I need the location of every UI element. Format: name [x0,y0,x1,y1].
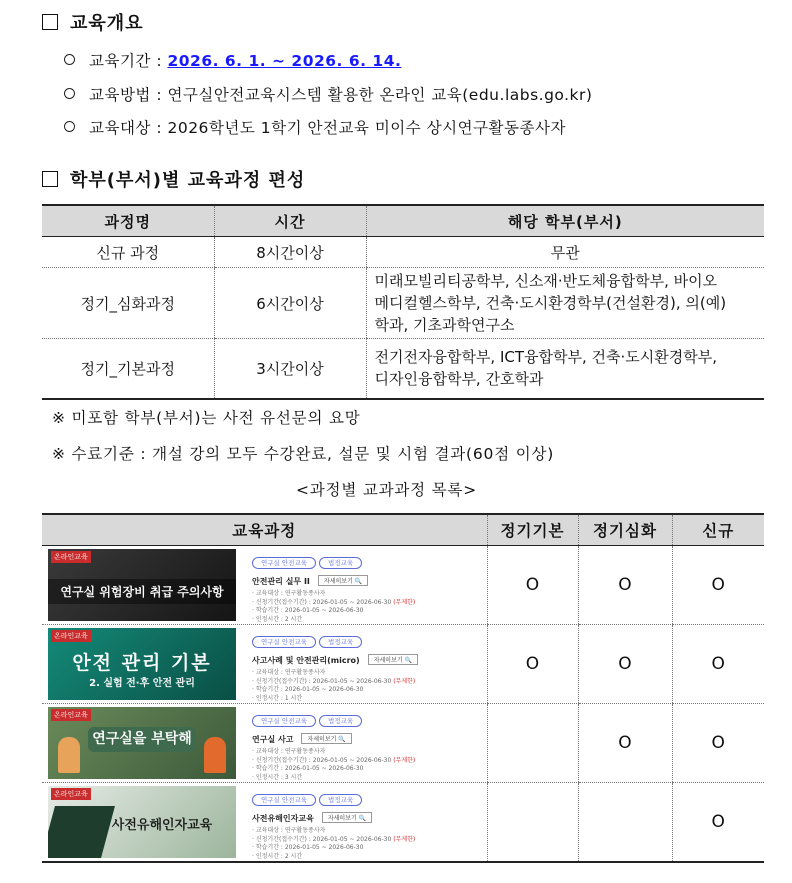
course-list-caption: <과정별 교과과정 목록> [296,481,477,499]
course-thumbnail[interactable]: 온라인교육 안전 관리 기본 2. 실험 전·후 안전 관리 [48,628,236,700]
header-department: 해당 학부(부서) [366,205,764,237]
course-title: 사고사례 및 안전관리(micro) [252,656,360,665]
detail-button[interactable]: 자세히보기 🔍 [318,575,368,586]
mark-basic: O [487,625,578,704]
period-link[interactable]: 2026. 6. 1. ~ 2026. 6. 14. [167,52,402,70]
course-time: 3시간이상 [214,339,366,399]
course-title: 연구실 사고 [252,735,294,744]
target-line: 교육대상 : 2026학년도 1학기 안전교육 미이수 상시연구활동종사자 [64,116,566,138]
mark-advanced [578,783,672,863]
curriculum-header-row [42,205,764,237]
course-list-header-row [42,514,764,546]
curriculum-heading: 학부(부서)별 교육과정 편성 [42,166,305,192]
course-name: 신규 과정 [42,237,214,268]
table-row [42,704,764,783]
course-card: 온라인교육 안전 관리 기본 2. 실험 전·후 안전 관리 연구실 안전교육 법정교육 사고사례 및 안전관리(micro) 자세히보기 🔍 · 교육대상 : 연구활동종사자 · 신청기간(접수기간) : 2026-01-05 ~ 2026-06-30 (무제한) · 학습기간 : 2026-01-05 ~ 2026-06-30 · 인정시간 : 1 시간 [42,625,487,704]
course-department: 무관 [366,237,764,268]
mark-new: O [672,625,764,704]
course-title: 사전유해인자교육 [252,814,314,823]
course-department: 전기전자융합학부, ICT융합학부, 건축·도시환경학부, 디자인융합학부, 간호학과 [366,339,764,399]
course-name: 정기_심화과정 [42,268,214,339]
pill-lab-safety: 연구실 안전교육 [252,557,316,569]
curriculum-table [42,204,764,400]
checkbox-square-icon [42,14,58,30]
mark-new: O [672,783,764,863]
character-figure-icon [204,737,226,773]
circle-bullet-icon [64,54,75,65]
table-row [42,625,764,704]
table-row [42,783,764,863]
course-thumbnail[interactable]: 온라인교육 연구실 위험장비 취급 주의사항 [48,549,236,621]
course-thumbnail[interactable]: 온라인교육 사전유해인자교육 [48,786,236,858]
header-new: 신규 [672,514,764,546]
course-card: 온라인교육 연구실을 부탁해 연구실 안전교육 법정교육 연구실 사고 자세히보기 🔍 · 교육대상 : 연구활동종사자 · 신청기간(접수기간) : 2026-01-05 ~ 2026-06-30 (무제한) · 학습기간 : 2026-01-05 ~ 2026-06-30 · 인정시간 : 3 시간 [42,704,487,783]
mark-new: O [672,546,764,625]
course-thumbnail[interactable]: 온라인교육 연구실을 부탁해 [48,707,236,779]
character-figure-icon [58,737,80,773]
table-row [42,339,764,399]
header-course-name: 과정명 [42,205,214,237]
mark-basic [487,704,578,783]
header-regular-basic: 정기기본 [487,514,578,546]
mark-new: O [672,704,764,783]
overview-heading: 교육개요 [42,9,144,35]
course-card: 온라인교육 사전유해인자교육 연구실 안전교육 법정교육 사전유해인자교육 자세히보기 🔍 · 교육대상 : 연구활동종사자 · 신청기간(접수기간) : 2026-01-05 ~ 2026-06-30 (무제한) · 학습기간 : 2026-01-05 ~ 2026-06-30 · 인정시간 : 2 시간 [42,783,487,863]
mark-advanced: O [578,546,672,625]
mark-basic [487,783,578,863]
method-line: 교육방법 : 연구실안전교육시스템 활용한 온라인 교육(edu.labs.go.kr) [64,83,592,105]
mark-advanced: O [578,704,672,783]
course-time: 8시간이상 [214,237,366,268]
course-list-table [42,513,764,863]
checkbox-square-icon [42,171,58,187]
mark-basic: O [487,546,578,625]
course-name: 정기_기본과정 [42,339,214,399]
course-title: 안전관리 실무 II [252,577,310,586]
mark-advanced: O [578,625,672,704]
course-time: 6시간이상 [214,268,366,339]
pill-legal: 법정교육 [319,557,362,569]
detail-button[interactable]: 자세히보기 🔍 [322,812,372,823]
note-unlisted: ※ 미포함 학부(부서)는 사전 유선문의 요망 [52,409,361,427]
detail-button[interactable]: 자세히보기 🔍 [368,654,418,665]
online-tag: 온라인교육 [51,551,91,563]
circle-bullet-icon [64,121,75,132]
table-row [42,546,764,625]
detail-button[interactable]: 자세히보기 🔍 [301,733,351,744]
table-row [42,268,764,339]
header-regular-advanced: 정기심화 [578,514,672,546]
header-curriculum: 교육과정 [42,514,487,546]
period-line: 교육기간 : 2026. 6. 1. ~ 2026. 6. 14. [64,49,401,71]
circle-bullet-icon [64,88,75,99]
note-completion: ※ 수료기준 : 개설 강의 모두 수강완료, 설문 및 시험 결과(60점 이상) [52,445,555,463]
header-time: 시간 [214,205,366,237]
course-card: 온라인교육 연구실 위험장비 취급 주의사항 연구실 안전교육 법정교육 안전관리 실무 II 자세히보기 🔍 · 교육대상 : 연구활동종사자 · 신청기간(접수기간) : 2026-01-05 ~ 2026-06-30 (무제한) · 학습기간 : 2026-01-05 ~ 2026-06-30 · 인정시간 : 2 시간 [42,546,487,625]
course-department: 미래모빌리티공학부, 신소재·반도체융합학부, 바이오 메디컬헬스학부, 건축·도시환경학부(건설환경), 의(예) 학과, 기초과학연구소 [366,268,764,339]
table-row [42,237,764,268]
